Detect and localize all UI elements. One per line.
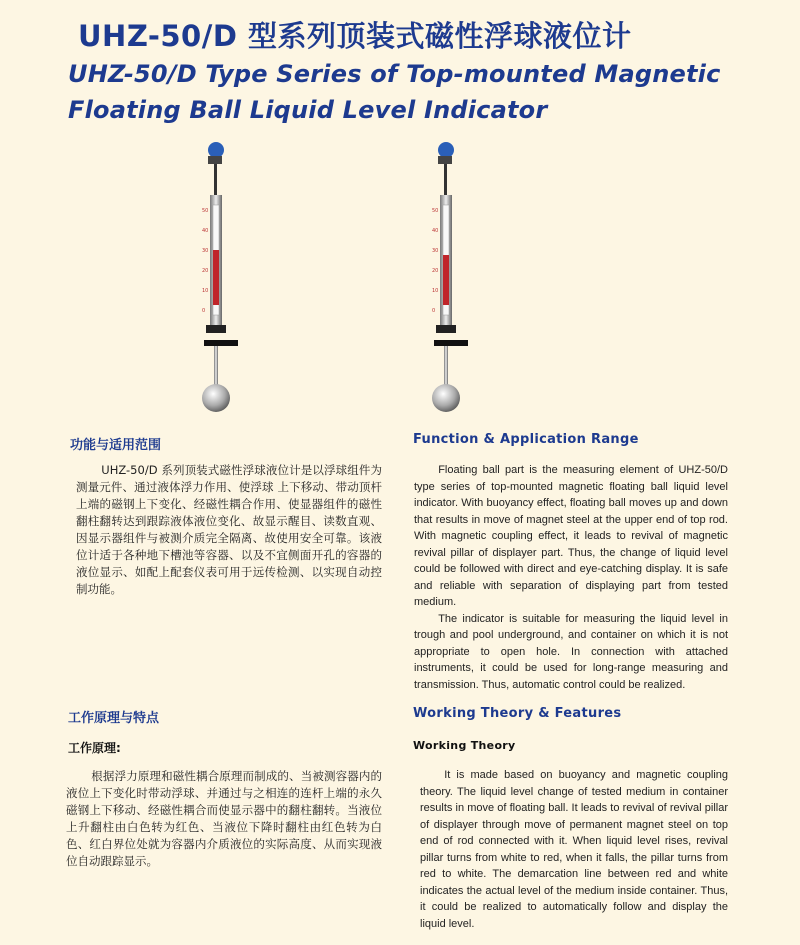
level-indicator-illustration-left [190,140,260,420]
section-heading-theory-cn: 工作原理与特点 [68,711,160,726]
scale-label: 50 [202,208,209,214]
scale-label: 0 [202,308,206,314]
theory-text-cn: 根据浮力原理和磁性耦合原理而制成的、当被测容器内的液位上下变化时带动浮球、并通过与之相连的连杆上端的永久磁钢上下移动、经磁性耦合而使显示器中的翻柱翻转。当液位上升翻柱由白色转为红色、当液位下降时翻柱由红色转为白色、红白界位处就为容器内介质液位的实际高度、从而实现液位自动跟踪显示。 [66,769,382,868]
scale-label: 40 [202,228,209,234]
subheading-theory-cn: 工作原理: [68,741,121,755]
function-text-cn: UHZ-50/D 系列顶装式磁性浮球液位计是以浮球组件为测量元件、通过液体浮力作用、使浮球 上下移动、带动顶杆上端的磁钢上下变化、经磁性耦合作用、使显器组件的磁性翻柱翻转达到跟踪液体液位变化、故显示醒目、读数直观、因显示器组件与被测介质完全隔离、故使用安全可靠。该液位计适于各种地下槽池等容器、以及不宜侧面开孔的容器的液位显示、如配上配套仪表可用于远传检测、以实现自动控制功能。 [76,463,382,596]
scale-label: 0 [432,308,436,314]
junction-box-icon [438,142,454,158]
function-text-en: Floating ball part is the measuring element of UHZ-50/D type series of top-mounted magnetic floating ball liquid level indicator. With buoyancy effect, floating ball moves up and down that results in move of magnet steel at the upper end of top rod. With magnetic coupling effect, it leads to revival of magnetic revival pillar of displayer part. Thus, the change of liquid level could be followed with direct and eye-catching display. It is safe and reliable with separation of displaying part from tested medium. The indicator is suitable for measuring the liquid level in trough and pool underground, and container on which it is not appropriate to open hole. In connection with attached instruments, it could be used for long-range measuring and transmission. Thus, automatic control could be realized. [414,464,728,691]
level-indicator-illustration-right [420,140,490,420]
section-heading-function-en: Function & Application Range [413,432,639,447]
scale-label: 30 [202,248,209,254]
scale-label: 20 [432,268,439,274]
junction-box-icon [208,142,224,158]
subheading-theory-en: Working Theory [413,739,516,752]
scale-label: 10 [432,288,439,294]
section-heading-theory-en: Working Theory & Features [413,706,622,721]
scale-label: 50 [432,208,439,214]
scale-label: 10 [202,288,209,294]
section-heading-function-cn: 功能与适用范围 [70,438,162,453]
page-title-cn: UHZ-50/D 型系列顶装式磁性浮球液位计 [78,19,632,53]
scale-label: 20 [202,268,209,274]
scale-label: 40 [432,228,439,234]
theory-text-en: It is made based on buoyancy and magnetic coupling theory. The liquid level change of tested medium in container results in move of floating ball. It leads to revival of revival pillar of displayer through move of permanent magnet steel on top end of rod connected with it. When liquid level rises, revival pillar turns from white to red, when it falls, the pillar turns from red to white. The demarcation line between red and white indicates the actual level of the medium inside container. Thus, it could be realized to automatically follow and display the liquid level. [420,769,728,930]
page-title-en-line2: Floating Ball Liquid Level Indicator [68,96,548,124]
page-title-en-line1: UHZ-50/D Type Series of Top-mounted Magnetic [68,60,721,88]
scale-label: 30 [432,248,439,254]
